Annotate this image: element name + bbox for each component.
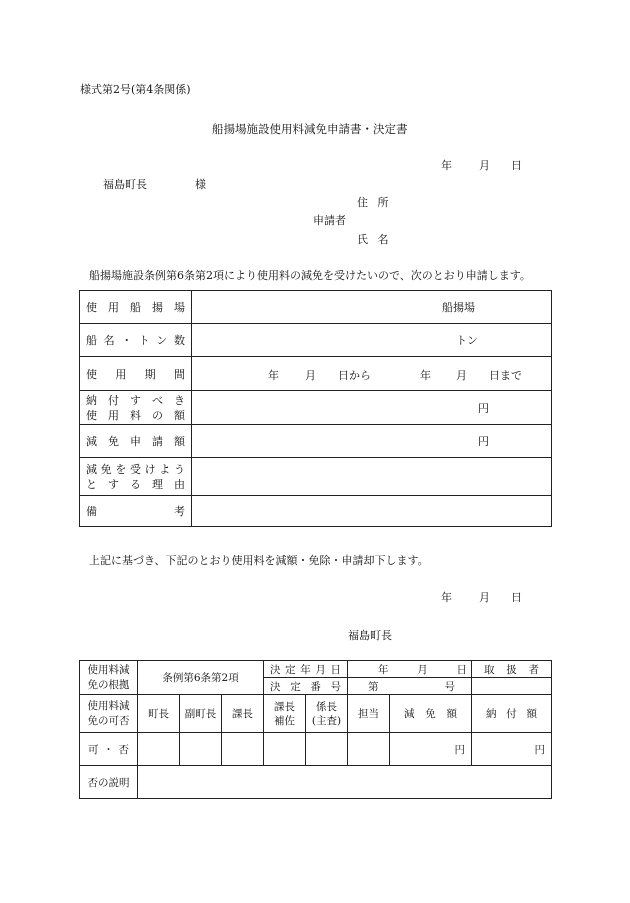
table-row [80, 425, 552, 458]
stamp-deputy-mayor[interactable] [180, 733, 222, 766]
handler-label: 取 扱 者 [472, 661, 552, 678]
payment-amount-value[interactable]: 円 [472, 733, 552, 766]
stamp-section-chief[interactable] [222, 733, 264, 766]
reason-field[interactable] [192, 458, 552, 496]
form-number: 様式第2号(第4条関係) [80, 83, 191, 96]
rejection-reason-field[interactable] [138, 766, 552, 799]
table-row [80, 291, 552, 324]
approve-label: 可 ・ 否 [80, 733, 138, 766]
decision-number-label: 決 定 番 号 [264, 678, 348, 695]
stamp-staff[interactable] [348, 733, 390, 766]
application-table [79, 290, 552, 527]
intro-text: 船揚場施設条例第6条第2項により使用料の減免を受けたいので、次のとおり申請します。 [89, 269, 531, 282]
col-staff: 担当 [348, 695, 390, 733]
approval-label: 使用料減 免の可否 [80, 695, 138, 733]
decision-text: 上記に基づき、下記のとおり使用料を減額・免除・申請却下します。 [89, 554, 429, 567]
decision-date-field[interactable]: 年 月 日 [348, 661, 472, 678]
col-payment-amount: 納 付 額 [472, 695, 552, 733]
mayor-name: 福島町長 [348, 629, 392, 642]
row-label-reason: 減 免 を 受 け よ う と す る 理 由 [80, 458, 192, 496]
table-row [80, 661, 552, 678]
addressee-name: 福島町長 [103, 178, 147, 191]
stamp-mayor[interactable] [138, 733, 180, 766]
decision-number-field[interactable]: 第 号 [348, 678, 472, 695]
col-subsection-chief: 係長 (主査) [306, 695, 348, 733]
reduction-amount-value[interactable]: 円 [390, 733, 472, 766]
row-label-remarks: 備 考 [80, 496, 192, 527]
row-label-boat-yard: 使 用 船 揚 場 [80, 291, 192, 324]
document-title: 船揚場施設使用料減免申請書・決定書 [212, 122, 408, 136]
table-row [80, 458, 552, 496]
decision-table [79, 660, 552, 799]
col-deputy-mayor: 副町長 [180, 695, 222, 733]
reduction-amount-field[interactable]: 円 [192, 425, 552, 458]
stamp-subsection-chief[interactable] [306, 733, 348, 766]
remarks-field[interactable] [192, 496, 552, 527]
usage-period-field[interactable]: 年 月 日から 年 月 日まで [192, 357, 552, 391]
table-row [80, 357, 552, 391]
col-section-chief: 課長 [222, 695, 264, 733]
row-label-fee-due: 納 付 す べ き 使 用 料 の 額 [80, 391, 192, 425]
applicant-address-label: 住 所 [357, 196, 389, 209]
boat-yard-field[interactable]: 船揚場 [192, 291, 552, 324]
table-row [80, 733, 552, 766]
decision-date-label: 決 定 年 月 日 [264, 661, 348, 678]
basis-label: 使用料減 免の根拠 [80, 661, 138, 695]
reason-label: 否の説明 [80, 766, 138, 799]
stamp-assistant-chief[interactable] [264, 733, 306, 766]
table-row [80, 766, 552, 799]
row-label-period: 使 用 期 間 [80, 357, 192, 391]
addressee-honorific: 様 [195, 178, 206, 191]
table-row [80, 496, 552, 527]
fee-due-field[interactable]: 円 [192, 391, 552, 425]
basis-value: 条例第6条第2項 [138, 661, 264, 695]
handler-field[interactable] [472, 678, 552, 695]
table-row [80, 324, 552, 357]
row-label-reduction-amount: 減 免 申 請 額 [80, 425, 192, 458]
table-row [80, 695, 552, 733]
applicant-name-label: 氏 名 [357, 233, 389, 246]
col-mayor: 町長 [138, 695, 180, 733]
ship-tonnage-field[interactable]: トン [192, 324, 552, 357]
table-row [80, 391, 552, 425]
row-label-ship-tonnage: 船 名 ・ ト ン 数 [80, 324, 192, 357]
col-reduction-amount: 減 免 額 [390, 695, 472, 733]
col-assistant-chief: 課長 補佐 [264, 695, 306, 733]
applicant-label: 申請者 [313, 214, 346, 227]
